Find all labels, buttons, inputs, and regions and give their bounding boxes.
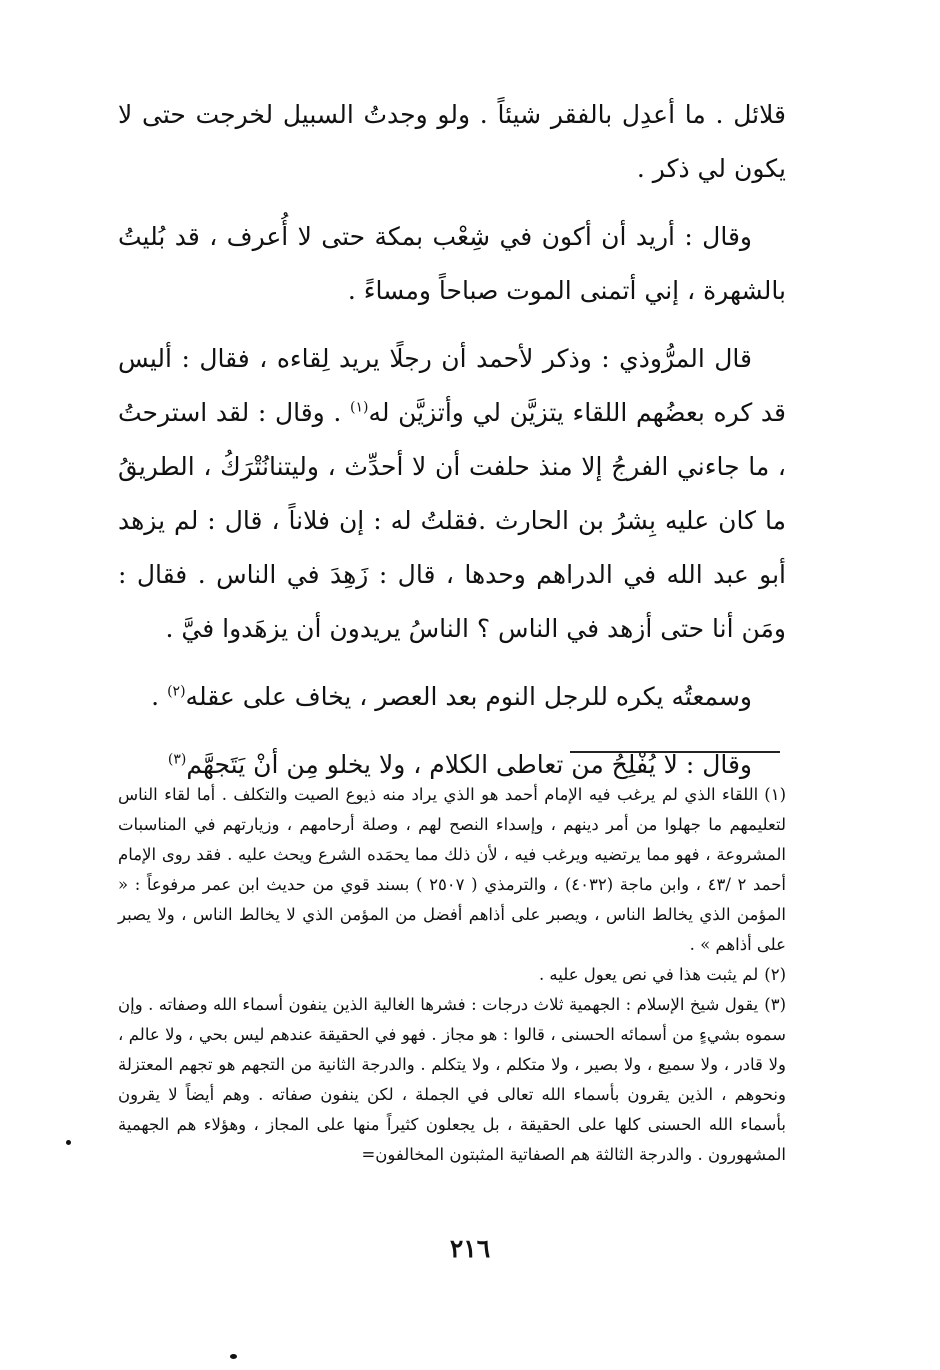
paragraph-3-text-start: قال المرُّوذي : وذكر لأحمد أن رجلًا يريد لِقاءه ، فقال : أليس قد كره بعضُهم اللقاء يتزيَّن لي وأتزيَّن له (118, 344, 786, 427)
paragraph-4-text-end: . (151, 682, 160, 711)
paragraph-2 (118, 210, 786, 318)
paragraph-4 (118, 670, 786, 724)
footnote-2-number: (٢) (764, 965, 786, 984)
footnote-ref-2[interactable]: (٢) (167, 683, 186, 700)
scan-speck (66, 1140, 71, 1145)
footnote-3-number: (٣) (764, 995, 786, 1014)
footnote-ref-3[interactable]: (٣) (167, 751, 187, 768)
main-text (118, 88, 786, 792)
footnote-1-number: (١) (764, 785, 786, 804)
paragraph-4-text-start: وسمعتُه يكره للرجل النوم بعد العصر ، يخاف على عقله (185, 682, 752, 711)
page-number: ٢١٦ (449, 1234, 491, 1263)
footnote-2-text: لم يثبت هذا في نص يعول عليه . (538, 965, 759, 984)
paragraph-3 (118, 332, 786, 656)
footnote-1-text: اللقاء الذي لم يرغب فيه الإمام أحمد هو الذي يراد منه ذيوع الصيت والتكلف . أما لقاء الناس لتعليمهم ما جهلوا من أمر دينهم ، وإسداء النصح لهم ، وصلة أرحامهم ، وزيارتهم في المناسبات المشروعة ، فهو مما يرتضيه ويرغب فيه ، لأن ذلك مما يحمَده الشرع ويحث عليه . فقد روى الإمام أحمد ٢ /٤٣ ، وابن ماجة (٤٠٣٢) ، والترمذي ( ٢٥٠٧ ) بسند قوي من حديث ابن عمر مرفوعاً : « المؤمن الذي يخالط الناس ، ويصبر على أذاهم أفضل من المؤمن الذي لا يخالط الناس ، ولا يصبر على أذاهم » . (118, 785, 787, 954)
footnotes (118, 780, 786, 1170)
footnote-separator (570, 751, 780, 753)
scan-speck (230, 1354, 237, 1359)
footnote-2 (118, 960, 786, 990)
paragraph-1-text: قلائل . ما أعدِل بالفقر شيئاً . ولو وجدتُ السبيل لخرجت حتى لا يكون لي ذكر . (118, 100, 786, 183)
paragraph-1 (118, 88, 786, 196)
paragraph-2-text: وقال : أريد أن أكون في شِعْب بمكة حتى لا أُعرف ، قد بُليتُ بالشهرة ، إني أتمنى الموت صباحاً ومساءً . (118, 222, 786, 305)
footnote-1 (118, 780, 786, 960)
footnote-3 (118, 990, 786, 1170)
footnote-ref-1[interactable]: (١) (349, 399, 369, 416)
paragraph-3-text-end: . وقال : لقد استرحتُ ، ما جاءني الفرجُ إلا منذ حلفت أن لا أحدِّث ، وليتنانُتْرَكُ ، الطريقُ ما كان عليه بِشرُ بن الحارث .فقلتُ له : إن فلاناً ، قال : لم يزهد أبو عبد الله في الدراهم وحدها ، قال : زَهِدَ في الناس . فقال : ومَن أنا حتى أزهد في الناس ؟ الناسُ يريدون أن يزهَدوا فيَّ . (118, 398, 786, 643)
paragraph-5-text-start: وقال : لا يُفْلِحُ من تعاطى الكلام ، ولا يخلو مِن أنْ يَتَجهَّم (186, 750, 752, 779)
footnote-3-text: يقول شيخ الإسلام : الجهمية ثلاث درجات : فشرها الغالية الذين ينفون أسماء الله وصفاته . وإن سموه بشيءٍ من أسمائه الحسنى ، قالوا : هو مجاز . فهو في الحقيقة عندهم ليس بحي ، ولا عالم ، ولا قادر ، ولا سميع ، ولا بصير ، ولا متكلم ، ولا يتكلم . والدرجة الثانية من التجهم هو تجهم المعتزلة ونحوهم ، الذين يقرون بأسماء الله تعالى في الجملة ، لكن ينفون صفاته . وهم أيضاً لا يقرون بأسماء الله الحسنى كلها على الحقيقة ، بل يجعلون كثيراً منها على المجاز ، وهؤلاء هم الجهمية المشهورون . والدرجة الثالثة هم الصفاتية المثبتون المخالفون= (118, 995, 786, 1164)
